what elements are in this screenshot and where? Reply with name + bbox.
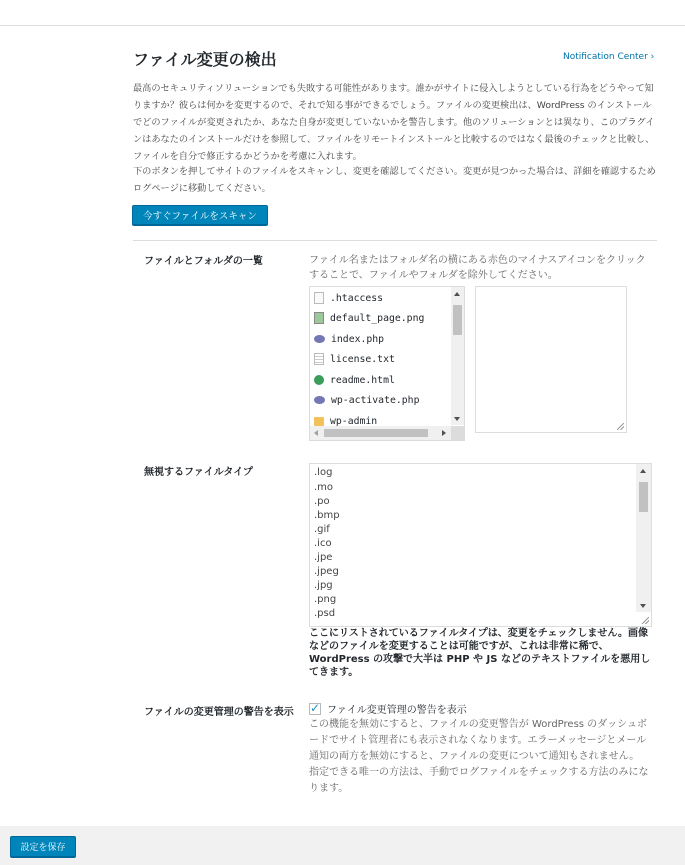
page-title: ファイル変更の検出 <box>133 50 277 69</box>
ignored-types-note: ここにリストされているファイルタイプは、変更をチェックしません。画像などのファイルを変更することは可能ですが、これは非常に稀で、WordPress の攻撃で大半は PHP や JS などのテキストファイルを悪用してきます。 <box>309 628 651 678</box>
file-name: index.php <box>331 333 385 345</box>
intro-paragraph-2: 下のボタンを押してサイトのファイルをスキャンし、変更を確認してください。変更が見つかった場合は、詳細を確認するためログページに移動してください。 <box>133 166 656 194</box>
scrollbar-thumb[interactable] <box>324 429 428 437</box>
file-list-horizontal-scrollbar[interactable] <box>310 426 451 440</box>
show-warning-option[interactable] <box>309 701 467 716</box>
file-item-license[interactable] <box>310 349 395 369</box>
file-name: wp-admin <box>330 415 378 427</box>
file-item-htaccess[interactable] <box>310 288 383 308</box>
image-file-icon <box>314 312 324 324</box>
file-name: license.txt <box>330 353 395 365</box>
type-line: .ico <box>314 538 332 549</box>
file-item-wp-activate[interactable] <box>310 390 419 410</box>
file-name: wp-activate.php <box>331 394 420 406</box>
php-file-icon <box>314 396 325 404</box>
scroll-down-arrow-icon[interactable] <box>454 417 460 421</box>
show-warning-description: この機能を無効にすると、ファイルの変更警告が WordPress のダッシュボードでサイト管理者にも表示されなくなります。エラーメッセージとメール通知の両方を無効にすると、ファイルの変更について通知もされません。指定できる唯一の方法は、手動でログファイルをチェックする方法のみになります。 <box>309 719 649 794</box>
php-file-icon <box>314 335 325 343</box>
type-line: .gif <box>314 524 330 535</box>
text-file-icon <box>314 353 324 365</box>
type-line: .jpg <box>314 580 333 591</box>
section-divider <box>133 240 657 241</box>
resize-grip-icon[interactable] <box>642 617 649 624</box>
notification-center-link[interactable]: Notification Center › <box>563 52 655 62</box>
ignored-types-label: 無視するファイルタイプ <box>144 467 253 478</box>
type-line: .bmp <box>314 510 340 521</box>
show-warning-checkbox-label[interactable]: ファイル変更管理の警告を表示 <box>327 705 467 716</box>
show-warning-label: ファイルの変更管理の警告を表示 <box>144 707 294 718</box>
excluded-files-textarea[interactable] <box>475 286 627 433</box>
file-item-readme[interactable] <box>310 370 395 390</box>
file-tree-list[interactable] <box>309 286 465 441</box>
files-folders-label: ファイルとフォルダの一覧 <box>144 256 263 267</box>
type-line: .png <box>314 594 337 605</box>
scroll-right-arrow-icon[interactable] <box>442 430 446 436</box>
type-line: .mo <box>314 482 334 493</box>
file-name: .htaccess <box>330 292 384 304</box>
scrollbar-thumb[interactable] <box>639 482 648 512</box>
scrollbar-corner <box>451 426 464 440</box>
scroll-up-arrow-icon[interactable] <box>454 292 460 296</box>
intro-paragraph-1: 最高のセキュリティソリューションでも失敗する可能性があります。誰かがサイトに侵入しようとしている行為をどうやって知りますか？彼らは何かを変更するので、それで知る事ができるでしょう。ファイルの変更検出は、WordPress のインストールでどのファイルが変更されたか、あなた自身が変更していないかを警告します。他のソリューションとは異なり、このプラグインはあなたのインストールだけを参照して、ファイルをリモートインストールと比較するのではなく最後のチェックと比較し、ファイルを自分で修正するかどうかを考慮に入れます。 <box>133 83 655 162</box>
scroll-left-arrow-icon[interactable] <box>314 430 318 436</box>
scrollbar-thumb[interactable] <box>453 305 462 335</box>
file-list-vertical-scrollbar[interactable] <box>451 287 464 425</box>
type-line: .psd <box>314 608 336 619</box>
file-name: default_page.png <box>330 312 425 324</box>
scroll-up-arrow-icon[interactable] <box>640 469 646 473</box>
show-warning-checkbox[interactable] <box>309 700 321 715</box>
ignored-types-textarea[interactable] <box>309 463 652 627</box>
checkmark-icon: ✓ <box>310 700 321 715</box>
file-name: readme.html <box>330 374 395 386</box>
type-line: .jpe <box>314 552 333 563</box>
scan-files-button[interactable]: 今すぐファイルをスキャン <box>132 205 268 225</box>
html-file-icon <box>314 375 324 385</box>
resize-grip-icon[interactable] <box>617 423 624 430</box>
resize-corner[interactable] <box>636 612 651 626</box>
type-line: .jpeg <box>314 566 339 577</box>
types-vertical-scrollbar[interactable] <box>636 464 651 612</box>
files-folders-description: ファイル名またはフォルダ名の横にある赤色のマイナスアイコンをクリックすることで、ファイルやフォルダを除外してください。 <box>309 255 646 281</box>
file-item-index-php[interactable] <box>310 329 384 349</box>
file-item-default-page[interactable] <box>310 308 424 328</box>
folder-icon <box>314 417 324 426</box>
top-strip <box>0 0 685 25</box>
document-icon <box>314 292 324 304</box>
type-line: .log <box>314 467 333 478</box>
save-settings-button[interactable]: 設定を保存 <box>10 836 76 857</box>
type-line: .po <box>314 496 330 507</box>
scroll-down-arrow-icon[interactable] <box>640 604 646 608</box>
